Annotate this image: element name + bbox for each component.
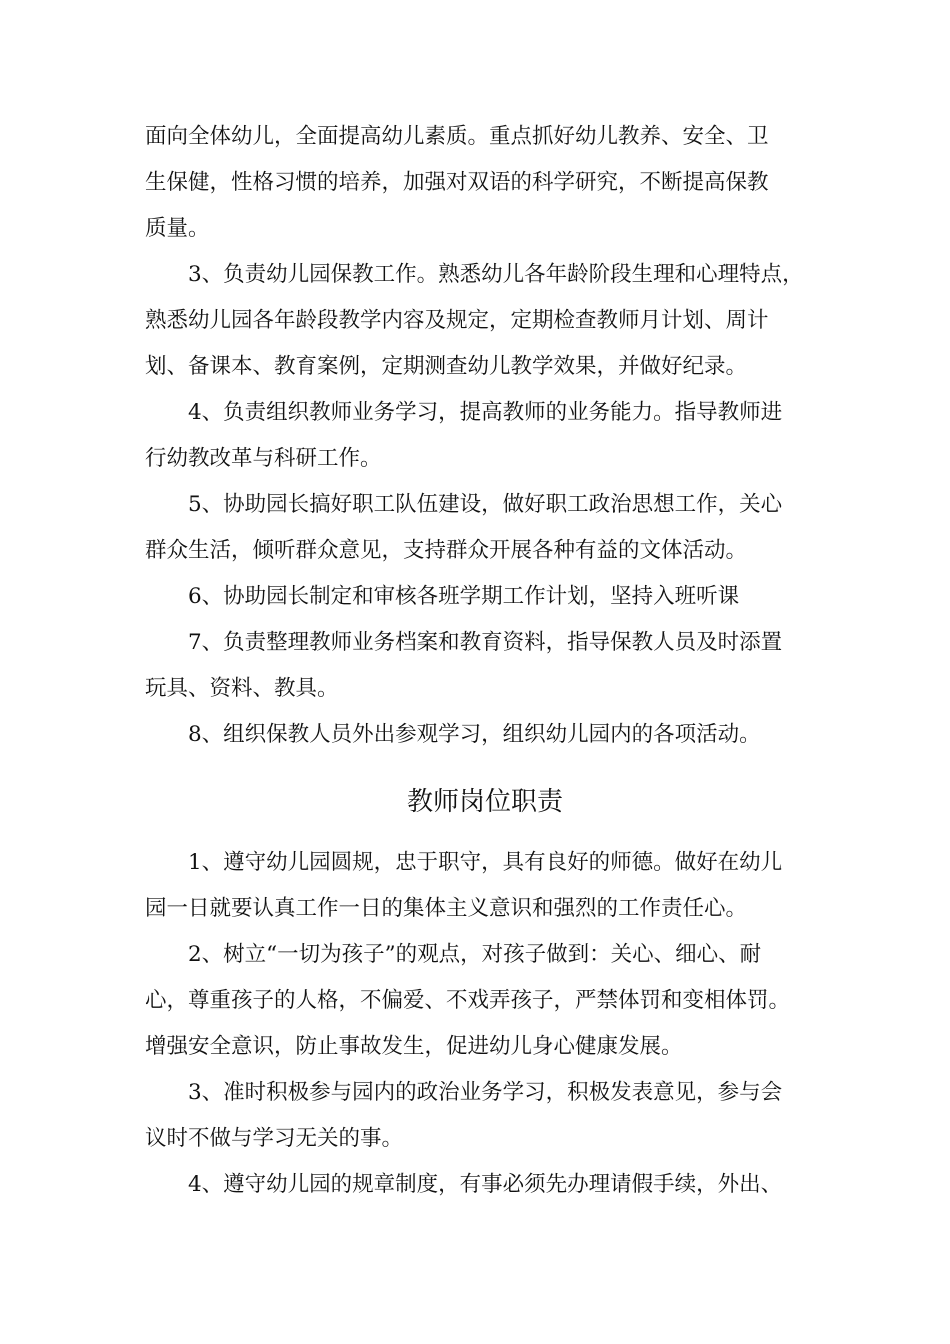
section-1-body xyxy=(145,114,825,758)
text-line: 增强安全意识，防止事故发生，促进幼儿身心健康发展。 xyxy=(145,1034,683,1059)
text-line: 行幼教改革与科研工作。 xyxy=(145,446,382,471)
text-line: 1、遵守幼儿园圆规，忠于职守，具有良好的师德。做好在幼儿 xyxy=(188,850,783,875)
paragraph-1-continued xyxy=(145,114,825,252)
text-line: 6、协助园长制定和审核各班学期工作计划，坚持入班听课 xyxy=(188,584,740,609)
text-line: 面向全体幼儿，全面提高幼儿素质。重点抓好幼儿教养、安全、卫 xyxy=(145,124,769,149)
text-line: 质量。 xyxy=(145,216,210,241)
text-line: 4、负责组织教师业务学习，提高教师的业务能力。指导教师进 xyxy=(188,400,783,425)
paragraph-item-4 xyxy=(145,390,825,482)
text-line: 玩具、资料、教具。 xyxy=(145,676,339,701)
paragraph-item-3 xyxy=(145,252,825,390)
paragraph-item-7 xyxy=(145,620,825,712)
text-line: 熟悉幼儿园各年龄段教学内容及规定，定期检查教师月计划、周计 xyxy=(145,308,769,333)
text-line: 7、负责整理教师业务档案和教育资料，指导保教人员及时添置 xyxy=(188,630,783,655)
text-line: 划、备课本、教育案例，定期测查幼儿教学效果，并做好纪录。 xyxy=(145,354,748,379)
text-line: 2、树立“一切为孩子”的观点，对孩子做到：关心、细心、耐 xyxy=(188,942,762,967)
paragraph-item-8 xyxy=(145,712,825,758)
section-title: 教师岗位职责 xyxy=(406,787,563,817)
text-line: 8、组织保教人员外出参观学习，组织幼儿园内的各项活动。 xyxy=(188,722,761,747)
text-line: 5、协助园长搞好职工队伍建设，做好职工政治思想工作，关心 xyxy=(188,492,783,517)
text-line: 议时不做与学习无关的事。 xyxy=(145,1126,404,1151)
text-line: 4、遵守幼儿园的规章制度，有事必须先办理请假手续，外出、 xyxy=(188,1172,783,1197)
text-line: 心，尊重孩子的人格，不偏爱、不戏弄孩子，严禁体罚和变相体罚。 xyxy=(145,988,791,1013)
paragraph-item-1 xyxy=(145,840,825,932)
paragraph-item-3 xyxy=(145,1070,825,1162)
section-2-body xyxy=(145,840,825,1208)
paragraph-item-6 xyxy=(145,574,825,620)
text-line: 群众生活，倾听群众意见，支持群众开展各种有益的文体活动。 xyxy=(145,538,748,563)
paragraph-item-4 xyxy=(145,1162,825,1208)
text-line: 园一日就要认真工作一日的集体主义意识和强烈的工作责任心。 xyxy=(145,896,748,921)
paragraph-item-2 xyxy=(145,932,825,1070)
text-line: 3、负责幼儿园保教工作。熟悉幼儿各年龄阶段生理和心理特点， xyxy=(188,262,804,287)
paragraph-item-5 xyxy=(145,482,825,574)
text-line: 3、准时积极参与园内的政治业务学习，积极发表意见，参与会 xyxy=(188,1080,783,1105)
text-line: 生保健，性格习惯的培养，加强对双语的科学研究，不断提高保教 xyxy=(145,170,769,195)
